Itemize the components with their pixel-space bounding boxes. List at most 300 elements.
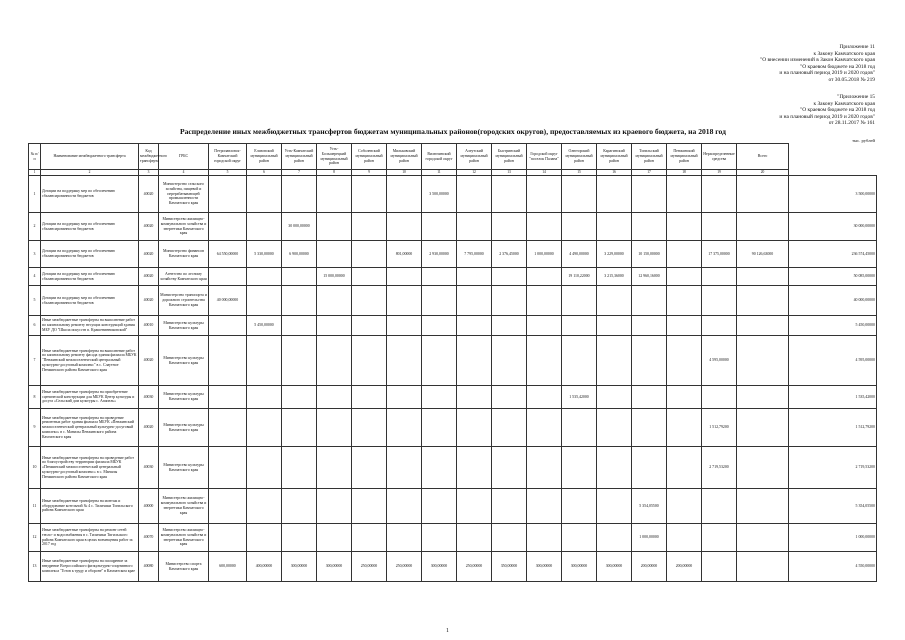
amount-cell [247, 489, 282, 524]
amount-cell [247, 176, 282, 213]
amount-cell [282, 268, 317, 286]
transfer-code: 40000 [139, 489, 159, 524]
amount-cell [632, 213, 667, 241]
grbs-name: Министерство спорта Камчатского края [159, 552, 209, 582]
amount-cell [737, 552, 789, 582]
amount-cell [282, 386, 317, 409]
amount-cell [247, 524, 282, 552]
amount-cell [702, 489, 737, 524]
amount-cell: 200,00000 [667, 552, 702, 582]
amount-cell: 801,00000 [387, 241, 422, 268]
amount-cell [562, 524, 597, 552]
row-total: 2 719,53200 [789, 447, 877, 489]
column-header: Нераспределенные средства [702, 144, 737, 170]
amount-cell [209, 489, 247, 524]
amount-cell [247, 213, 282, 241]
row-number: 7 [29, 336, 41, 386]
amount-cell [317, 286, 352, 316]
column-number: 11 [422, 170, 457, 176]
column-header: Всего [737, 144, 789, 170]
row-number: 2 [29, 213, 41, 241]
amount-cell: 5 450,00000 [247, 316, 282, 336]
transfer-code: 40020 [139, 336, 159, 386]
amount-cell: 10 150,00000 [632, 241, 667, 268]
amount-cell [702, 268, 737, 286]
column-number: 8 [317, 170, 352, 176]
appendix-line: "О внесении изменений в Закон Камчатского края [760, 57, 875, 64]
amount-cell [352, 286, 387, 316]
amount-cell [422, 268, 457, 286]
amount-cell: 1 000,00000 [527, 241, 562, 268]
amount-cell [317, 336, 352, 386]
amount-cell [597, 447, 632, 489]
amount-cell [282, 447, 317, 489]
amount-cell [282, 524, 317, 552]
amount-cell [527, 316, 562, 336]
transfer-code: 40080 [139, 552, 159, 582]
transfer-code: 40010 [139, 316, 159, 336]
amount-cell [492, 489, 527, 524]
appendix-line: Приложение 11 [839, 44, 875, 50]
amount-cell [632, 316, 667, 336]
column-header: Городской округ "поселок Палана" [527, 144, 562, 170]
column-header: Алеутский муниципальный район [457, 144, 492, 170]
amount-cell [422, 336, 457, 386]
amount-cell [457, 409, 492, 447]
appendix-11-header [635, 44, 875, 84]
column-number: 13 [492, 170, 527, 176]
amount-cell [597, 524, 632, 552]
amount-cell [667, 286, 702, 316]
amount-cell [737, 176, 789, 213]
amount-cell [352, 213, 387, 241]
amount-cell [527, 286, 562, 316]
amount-cell [492, 336, 527, 386]
row-number: 10 [29, 447, 41, 489]
grbs-name: Министерство финансов Камчатского края [159, 241, 209, 268]
row-number: 11 [29, 489, 41, 524]
amount-cell: 3 229,00000 [597, 241, 632, 268]
amount-cell [492, 268, 527, 286]
amount-cell [737, 286, 789, 316]
column-header: Наименование межбюджетного трансферта [41, 144, 139, 170]
column-number: 20 [737, 170, 789, 176]
amount-cell [209, 268, 247, 286]
amount-cell [247, 409, 282, 447]
amount-cell: 2 930,00000 [422, 241, 457, 268]
amount-cell: 250,00000 [387, 552, 422, 582]
amount-cell [737, 447, 789, 489]
amount-cell [317, 316, 352, 336]
grbs-name: Министерство культуры Камчатского края [159, 386, 209, 409]
amount-cell [562, 336, 597, 386]
amount-cell: 350,00000 [492, 552, 527, 582]
column-header: Пенжинский муниципальный район [667, 144, 702, 170]
amount-cell: 15 000,00000 [317, 268, 352, 286]
amount-cell [317, 409, 352, 447]
amount-cell [492, 524, 527, 552]
amount-cell: 17 375,00000 [702, 241, 737, 268]
amount-cell: 40 000,00000 [209, 286, 247, 316]
amount-cell [352, 447, 387, 489]
row-number: 6 [29, 316, 41, 336]
amount-cell [527, 447, 562, 489]
transfer-name: Дотации на поддержку мер по обеспечению сбалансированности бюджетов [41, 286, 139, 316]
amount-cell [562, 409, 597, 447]
column-number: 3 [139, 170, 159, 176]
row-total: 1 512,79200 [789, 409, 877, 447]
column-number: 18 [667, 170, 702, 176]
transfer-code: 40020 [139, 241, 159, 268]
amount-cell [597, 286, 632, 316]
amount-cell [387, 213, 422, 241]
amount-cell [737, 489, 789, 524]
amount-cell [317, 241, 352, 268]
amount-cell [597, 336, 632, 386]
amount-cell [702, 386, 737, 409]
amount-cell [667, 241, 702, 268]
grbs-name: Министерство культуры Камчатского края [159, 409, 209, 447]
amount-cell [209, 386, 247, 409]
grbs-name: Министерство культуры Камчатского края [159, 336, 209, 386]
row-total: 1 535,42000 [789, 386, 877, 409]
appendix-line: "Приложение 15 [837, 94, 875, 100]
amount-cell [457, 336, 492, 386]
amount-cell: 3 500,00000 [422, 176, 457, 213]
column-number: 19 [702, 170, 737, 176]
grbs-name: Министерство сельского хозяйства, пищевой и перерабатывающей промышленности Камчатского края [159, 176, 209, 213]
amount-cell [247, 268, 282, 286]
amount-cell [247, 447, 282, 489]
column-header: Олюторский муниципальный район [562, 144, 597, 170]
row-number: 8 [29, 386, 41, 409]
amount-cell [597, 386, 632, 409]
amount-cell: 2 719,53200 [702, 447, 737, 489]
grbs-name: Министерство жилищно-коммунального хозяйства и энергетики Камчатского края [159, 213, 209, 241]
amount-cell [352, 409, 387, 447]
amount-cell [632, 409, 667, 447]
amount-cell: 250,00000 [457, 552, 492, 582]
amount-cell [352, 268, 387, 286]
amount-cell [632, 176, 667, 213]
table-row [29, 489, 877, 524]
column-header: Елизовский муниципальный район [247, 144, 282, 170]
amount-cell [282, 489, 317, 524]
amount-cell [702, 316, 737, 336]
amount-cell [317, 489, 352, 524]
amount-cell [422, 489, 457, 524]
amount-cell [562, 316, 597, 336]
amount-cell [247, 336, 282, 386]
amount-cell [702, 176, 737, 213]
amount-cell [492, 409, 527, 447]
amount-cell [317, 213, 352, 241]
amount-cell [282, 409, 317, 447]
grbs-name: Министерство культуры Камчатского края [159, 316, 209, 336]
amount-cell [527, 213, 562, 241]
table-row [29, 336, 877, 386]
appendix-line: к Закону Камчатского края [813, 50, 875, 57]
table-row [29, 286, 877, 316]
amount-cell [387, 316, 422, 336]
amount-cell [387, 409, 422, 447]
amount-cell [597, 176, 632, 213]
row-total: 236 574,45000 [789, 241, 877, 268]
table-row [29, 176, 877, 213]
row-number: 3 [29, 241, 41, 268]
amount-cell [317, 386, 352, 409]
amount-cell: 200,00000 [632, 552, 667, 582]
transfer-name: Дотации на поддержку мер по обеспечению сбалансированности бюджетов [41, 176, 139, 213]
column-header: Соболевский муниципальный район [352, 144, 387, 170]
amount-cell: 90 126,63000 [737, 241, 789, 268]
amount-cell [209, 409, 247, 447]
amount-cell [737, 316, 789, 336]
transfers-table [28, 143, 877, 582]
amount-cell [667, 336, 702, 386]
transfer-name: Иные межбюджетные трансферты на поощрение за внедрение Всероссийского физкультурно-спортивного комплекса "Готов к труду и обороне" в Камчатском крае [41, 552, 139, 582]
amount-cell [492, 286, 527, 316]
transfer-code: 40030 [139, 447, 159, 489]
amount-cell [457, 286, 492, 316]
row-number: 12 [29, 524, 41, 552]
appendix-line: и на плановый период 2019 и 2020 годов" [779, 70, 875, 77]
amount-cell [527, 409, 562, 447]
row-number: 4 [29, 268, 41, 286]
amount-cell: 1 000,00000 [632, 524, 667, 552]
amount-cell [422, 316, 457, 336]
amount-cell: 1 512,79200 [702, 409, 737, 447]
transfer-code: 40020 [139, 213, 159, 241]
amount-cell [282, 176, 317, 213]
amount-cell [492, 316, 527, 336]
amount-cell [597, 489, 632, 524]
amount-cell [737, 409, 789, 447]
amount-cell: 30 000,00000 [282, 213, 317, 241]
amount-cell [282, 286, 317, 316]
row-total: 5 354,05500 [789, 489, 877, 524]
column-header: Петропавловск-Камчатский городской округ [209, 144, 247, 170]
column-header: № п/п [29, 144, 41, 170]
amount-cell: 300,00000 [597, 552, 632, 582]
column-header: Тигильский муниципальный район [632, 144, 667, 170]
row-total: 50 085,00000 [789, 268, 877, 286]
amount-cell: 600,00000 [209, 552, 247, 582]
amount-cell: 300,00000 [317, 552, 352, 582]
table-row [29, 409, 877, 447]
amount-cell [632, 447, 667, 489]
column-number: 12 [457, 170, 492, 176]
amount-cell [387, 447, 422, 489]
amount-cell [422, 409, 457, 447]
amount-cell [209, 213, 247, 241]
amount-cell [702, 213, 737, 241]
amount-cell [632, 386, 667, 409]
amount-cell [562, 286, 597, 316]
amount-cell: 64 550,00000 [209, 241, 247, 268]
column-header: Быстринский муниципальный район [492, 144, 527, 170]
column-number: 2 [41, 170, 139, 176]
column-header: Код межбюджетного трансферта [139, 144, 159, 170]
amount-cell [282, 336, 317, 386]
amount-cell [457, 316, 492, 336]
amount-cell [422, 286, 457, 316]
amount-cell [597, 409, 632, 447]
amount-cell [352, 524, 387, 552]
amount-cell [457, 176, 492, 213]
amount-cell [632, 286, 667, 316]
transfer-name: Дотации на поддержку мер по обеспечению сбалансированности бюджетов [41, 213, 139, 241]
table-header-row [29, 144, 877, 170]
amount-cell [702, 552, 737, 582]
amount-cell [387, 336, 422, 386]
column-number: 16 [597, 170, 632, 176]
amount-cell: 250,00000 [352, 552, 387, 582]
amount-cell [527, 176, 562, 213]
column-header: Усть-Большерецкий муниципальный район [317, 144, 352, 170]
grbs-name: Министерство жилищно-коммунального хозяйства и энергетики Камчатского края [159, 524, 209, 552]
column-number: 15 [562, 170, 597, 176]
amount-cell [422, 524, 457, 552]
amount-cell: 5 354,05500 [632, 489, 667, 524]
table-row [29, 268, 877, 286]
grbs-name: Министерство культуры Камчатского края [159, 447, 209, 489]
amount-cell [317, 447, 352, 489]
appendix-line: от 30.05.2018 № 219 [828, 76, 875, 83]
amount-cell: 7 795,00000 [457, 241, 492, 268]
row-number: 1 [29, 176, 41, 213]
appendix-15-header [635, 94, 875, 127]
amount-cell [317, 176, 352, 213]
amount-cell [352, 386, 387, 409]
amount-cell: 6 900,00000 [282, 241, 317, 268]
column-header: Усть-Камчатский муниципальный район [282, 144, 317, 170]
row-number: 13 [29, 552, 41, 582]
transfer-name: Дотации на поддержку мер по обеспечению сбалансированности бюджетов [41, 241, 139, 268]
amount-cell: 4 490,00000 [562, 241, 597, 268]
table-row [29, 524, 877, 552]
amount-cell: 1 535,42000 [562, 386, 597, 409]
appendix-line: и на плановый период 2019 и 2020 годов" [779, 113, 875, 120]
amount-cell: 12 960,16000 [632, 268, 667, 286]
amount-cell [667, 489, 702, 524]
amount-cell [209, 316, 247, 336]
amount-cell: 300,00000 [562, 552, 597, 582]
amount-cell [209, 176, 247, 213]
transfer-code: 40030 [139, 386, 159, 409]
column-number: 17 [632, 170, 667, 176]
amount-cell [632, 336, 667, 386]
amount-cell [352, 316, 387, 336]
table-row [29, 213, 877, 241]
amount-cell [387, 268, 422, 286]
row-total: 4 550,00000 [789, 552, 877, 582]
amount-cell [457, 447, 492, 489]
amount-cell [209, 447, 247, 489]
amount-cell [562, 447, 597, 489]
amount-cell [422, 447, 457, 489]
amount-cell [702, 286, 737, 316]
amount-cell [597, 316, 632, 336]
appendix-line: "О краевом бюджете на 2018 год [800, 63, 875, 70]
amount-cell [422, 386, 457, 409]
appendix-line: "О краевом бюджете на 2018 год [800, 107, 875, 114]
units-label: тыс. рублей [852, 138, 875, 143]
row-total: 1 000,00000 [789, 524, 877, 552]
amount-cell [702, 524, 737, 552]
amount-cell [667, 213, 702, 241]
column-header: Мильковский муниципальный район [387, 144, 422, 170]
grbs-name: Министерство транспорта и дорожного строительства Камчатского края [159, 286, 209, 316]
amount-cell [209, 336, 247, 386]
amount-cell [387, 176, 422, 213]
table-row [29, 241, 877, 268]
amount-cell [387, 386, 422, 409]
amount-cell [352, 489, 387, 524]
transfer-code: 40070 [139, 524, 159, 552]
amount-cell [527, 489, 562, 524]
transfer-code: 40020 [139, 286, 159, 316]
amount-cell [492, 176, 527, 213]
transfer-name: Иные межбюджетные трансферты на выполнение работ по капитальному ремонту несущих конструкций здания МБУ ДО "Школа искусств п. Крашенинниковский" [41, 316, 139, 336]
amount-cell [667, 386, 702, 409]
amount-cell [209, 524, 247, 552]
amount-cell [492, 213, 527, 241]
amount-cell [457, 213, 492, 241]
amount-cell [667, 447, 702, 489]
table-row [29, 552, 877, 582]
amount-cell: 3 215,36000 [597, 268, 632, 286]
row-total: 30 000,00000 [789, 213, 877, 241]
table-row [29, 386, 877, 409]
amount-cell [457, 489, 492, 524]
transfer-code: 40020 [139, 268, 159, 286]
grbs-name: Агентство по лесному хозяйству Камчатского края [159, 268, 209, 286]
transfer-name: Иные межбюджетные трансферты на ремонт сетей тепло- и водоснабжения в с. Тиличики Тигильского района Камчатского края в целях возмещения работ за 2017 год [41, 524, 139, 552]
amount-cell: 19 110,22000 [562, 268, 597, 286]
amount-cell [527, 268, 562, 286]
amount-cell [352, 336, 387, 386]
amount-cell [247, 386, 282, 409]
column-header: Карагинский муниципальный район [597, 144, 632, 170]
amount-cell [387, 286, 422, 316]
amount-cell: 2 376,45000 [492, 241, 527, 268]
row-total: 5 450,00000 [789, 316, 877, 336]
amount-cell [737, 268, 789, 286]
amount-cell [352, 176, 387, 213]
document-title: Распределение иных межбюджетных трансфертов бюджетам муниципальных районов(городских округов), предоставляемых из краевого бюджета, на 2018 год [180, 127, 726, 136]
appendix-line: от 28.11.2017 № 161 [828, 120, 875, 127]
amount-cell [387, 524, 422, 552]
column-header: ГРБС [159, 144, 209, 170]
amount-cell [457, 268, 492, 286]
amount-cell [352, 241, 387, 268]
amount-cell: 4 595,00000 [702, 336, 737, 386]
amount-cell [562, 489, 597, 524]
amount-cell: 300,00000 [527, 552, 562, 582]
table-row [29, 316, 877, 336]
amount-cell [562, 176, 597, 213]
amount-cell [247, 286, 282, 316]
amount-cell [597, 213, 632, 241]
column-number: 4 [159, 170, 209, 176]
amount-cell [527, 336, 562, 386]
column-number: 10 [387, 170, 422, 176]
amount-cell: 400,00000 [247, 552, 282, 582]
column-number: 7 [282, 170, 317, 176]
transfer-name: Иные межбюджетные трансферты на проведение ремонтных работ здания филиала МБУК «Пенжинский межпоселенческий центральный культурно-досуговый комплекс» в с. Манилы Пенжинского района Камчатского края [41, 409, 139, 447]
page-number: 1 [446, 628, 449, 634]
